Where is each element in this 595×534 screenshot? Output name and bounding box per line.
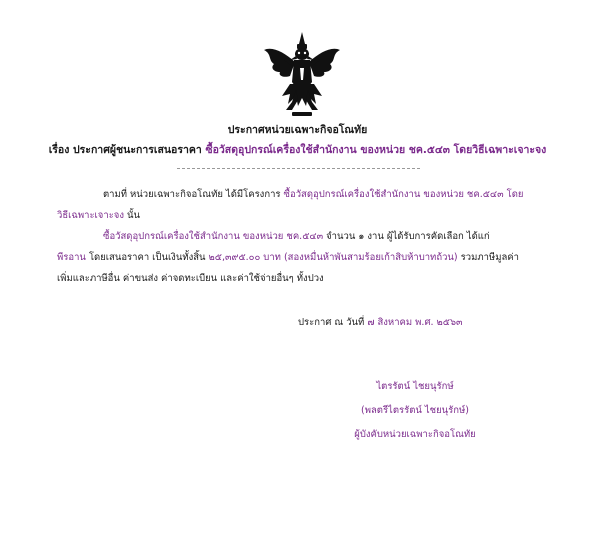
p1-method: วิธีเฉพาะเจาะจง [57,210,125,221]
p1-end: นั้น [127,210,141,221]
subject-prefix: เรื่อง ประกาศผู้ชนะการเสนอราคา [48,144,202,156]
announce-date-line [298,315,463,330]
total-amount: ๒๕,๓๙๕.๐๐ บาท (สองหมื่นห้าพันสามร้อยเก้าสิบห้าบาทถ้วน) [208,252,458,263]
signature-full-name: (พลตรีไตรรัตน์ ไชยนุรักษ์) [360,405,469,416]
subject-line [0,141,595,158]
p2-project: ซื้อวัสดุอุปกรณ์เครื่องใช้สำนักงาน ของหน่วย ชค.๕๔๓ [103,231,324,242]
p2-offer: โดยเสนอราคา เป็นเงินทั้งสิ้น [88,252,206,263]
p1-project: ซื้อวัสดุอุปกรณ์เครื่องใช้สำนักงาน ของหน่วย ชค.๕๔๓ โดย [283,189,524,200]
p2-quantity: จำนวน ๑ งาน ผู้ได้รับการคัดเลือก ได้แก่ [326,231,490,242]
paragraph-2-line-1 [103,229,490,244]
paragraph-1-line-1 [103,187,523,202]
document-title: ประกาศหน่วยเฉพาะกิจอโณทัย [227,124,368,136]
paragraph-2-line-2 [57,250,519,265]
signature-position: ผู้บังคับหน่วยเฉพาะกิจอโณทัย [354,429,476,440]
p2-costs: เพิ่มและภาษีอื่น ค่าขนส่ง ค่าจดทะเบียน และค่าใช้จ่ายอื่นๆ ทั้งปวง [57,273,324,284]
garuda-emblem-icon [262,30,342,120]
subject-item: ซื้อวัสดุอุปกรณ์เครื่องใช้สำนักงาน ของหน่วย ชค.๕๔๓ โดยวิธีเฉพาะเจาะจง [205,144,547,156]
p1-intro: ตามที่ หน่วยเฉพาะกิจอโณทัย ได้มีโครงการ [103,189,281,200]
divider-line [177,168,420,169]
signature-name: ไตรรัตน์ ไชยนุรักษ์ [376,381,454,392]
announce-date: ๗ สิงหาคม พ.ศ. ๒๕๖๓ [367,317,463,328]
paragraph-1-line-2 [57,208,140,223]
paragraph-2-line-3 [57,271,324,286]
winning-vendor: พีรอาน [57,252,86,263]
announce-prefix: ประกาศ ณ วันที่ [298,317,365,328]
p2-tax: รวมภาษีมูลค่า [460,252,519,263]
